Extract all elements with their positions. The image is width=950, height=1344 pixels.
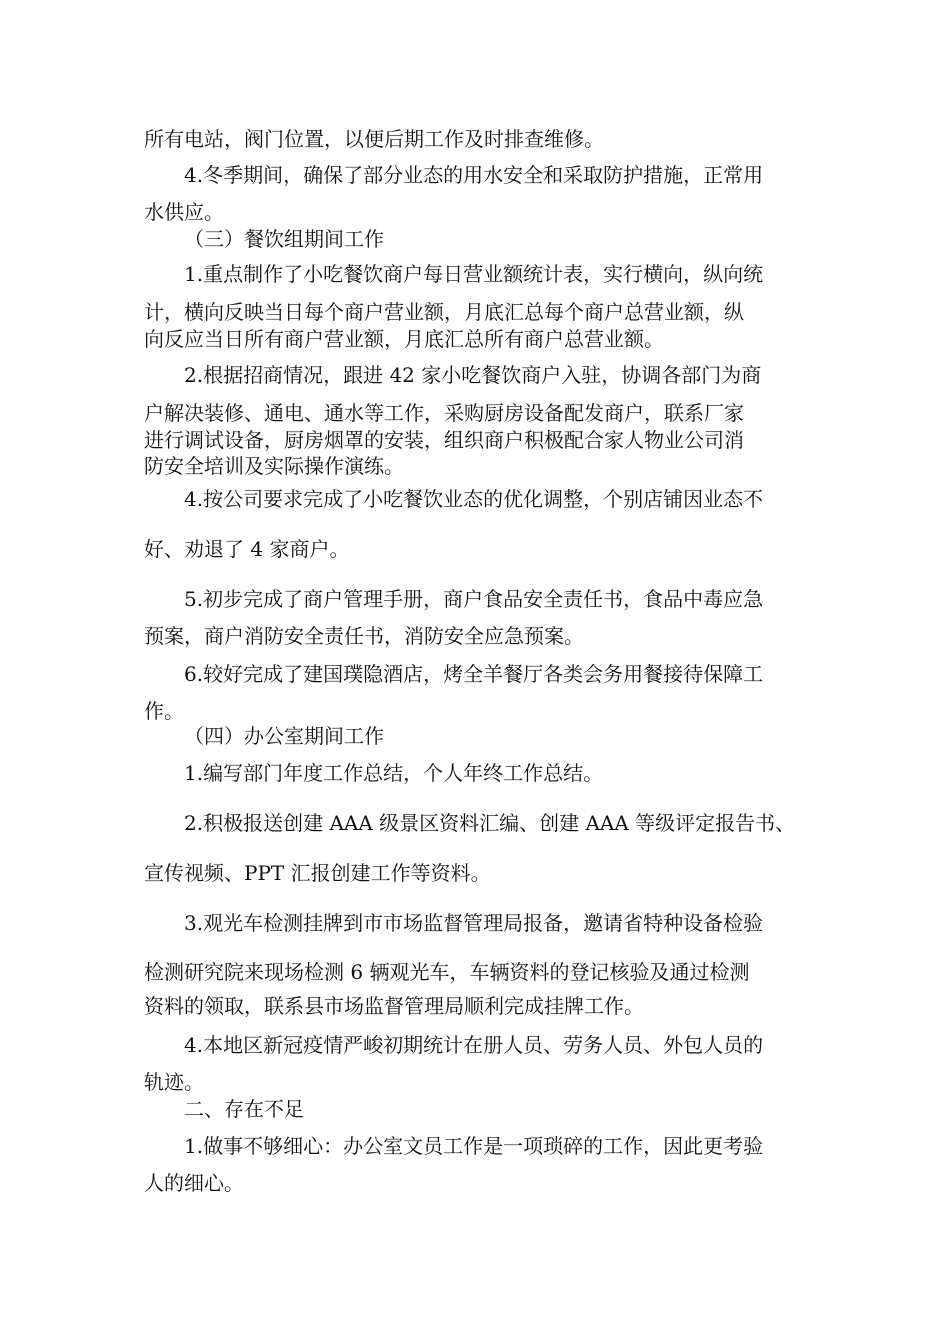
section-heading: （三）餐饮组期间工作 xyxy=(184,227,384,251)
text-line: 宣传视频、PPT 汇报创建工作等资料。 xyxy=(144,861,491,885)
text-line: 检测研究院来现场检测 6 辆观光车，车辆资料的登记核验及通过检测 xyxy=(144,960,750,984)
section-heading: 二、存在不足 xyxy=(184,1097,304,1121)
text-line: 6.较好完成了建国璞隐酒店，烤全羊餐厅各类会务用餐接待保障工 xyxy=(184,662,764,686)
text-line: 防安全培训及实际操作演练。 xyxy=(144,454,404,478)
text-line: 向反应当日所有商户营业额，月底汇总所有商户总营业额。 xyxy=(144,327,664,351)
text-line: 所有电站，阀门位置，以便后期工作及时排查维修。 xyxy=(144,127,604,151)
text-line: 4.本地区新冠疫情严峻初期统计在册人员、劳务人员、外包人员的 xyxy=(184,1033,764,1057)
text-line: 资料的领取，联系县市场监督管理局顺利完成挂牌工作。 xyxy=(144,994,644,1018)
text-line: 5.初步完成了商户管理手册，商户食品安全责任书，食品中毒应急 xyxy=(184,587,764,611)
text-line: 作。 xyxy=(144,699,184,723)
text-line: 2.积极报送创建 AAA 级景区资料汇编、创建 AAA 等级评定报告书、 xyxy=(184,811,796,835)
text-line: 水供应。 xyxy=(144,200,224,224)
text-line: 人的细心。 xyxy=(144,1171,244,1195)
text-line: 1.做事不够细心：办公室文员工作是一项琐碎的工作，因此更考验 xyxy=(184,1134,764,1158)
text-line: 轨迹。 xyxy=(144,1070,204,1094)
text-line: 进行调试设备，厨房烟罩的安装，组织商户积极配合家人物业公司消 xyxy=(144,428,744,452)
text-line: 2.根据招商情况，跟进 42 家小吃餐饮商户入驻，协调各部门为商 xyxy=(184,363,762,387)
text-line: 4.冬季期间，确保了部分业态的用水安全和采取防护措施，正常用 xyxy=(184,163,764,187)
text-line: 1.重点制作了小吃餐饮商户每日营业额统计表，实行横向，纵向统 xyxy=(184,262,764,286)
text-line: 好、劝退了 4 家商户。 xyxy=(144,537,350,561)
text-line: 计，横向反映当日每个商户营业额，月底汇总每个商户总营业额，纵 xyxy=(144,300,744,324)
text-line: 3.观光车检测挂牌到市市场监督管理局报备，邀请省特种设备检验 xyxy=(184,911,764,935)
text-line: 户解决装修、通电、通水等工作，采购厨房设备配发商户，联系厂家 xyxy=(144,401,744,425)
section-heading: （四）办公室期间工作 xyxy=(184,724,384,748)
text-line: 预案，商户消防安全责任书，消防安全应急预案。 xyxy=(144,624,584,648)
text-line: 1.编写部门年度工作总结，个人年终工作总结。 xyxy=(184,761,604,785)
text-line: 4.按公司要求完成了小吃餐饮业态的优化调整，个别店铺因业态不 xyxy=(184,487,764,511)
